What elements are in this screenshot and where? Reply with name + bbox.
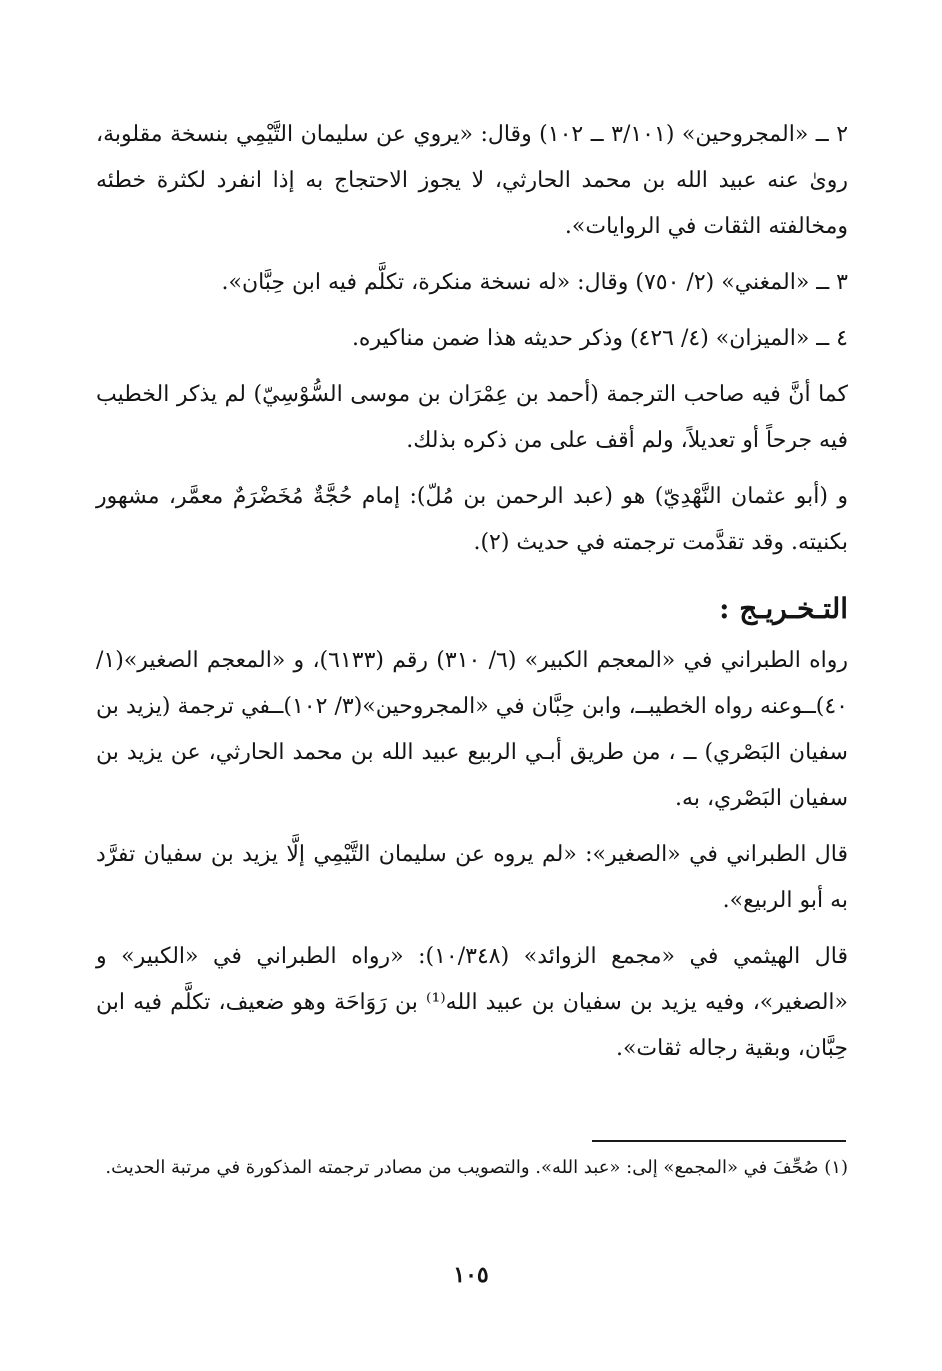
page-number: ١٠٥ [453,1262,489,1288]
section-heading-takhrij: التـخـريـج : [719,592,848,625]
footnote-1: (١) صُحِّفَ في «المجمع» إلى: «عبد الله». والتصويب من مصادر ترجمته المذكورة في مرتبة الحديث. [105,1157,848,1178]
main-text [96,112,848,1082]
paragraph-mughni: ٣ ــ «المغني» (٢/ ٧٥٠) وقال: «له نسخة منكرة، تكلَّم فيه ابن حِبَّان». [221,270,848,295]
paragraph-takhrij-sources: رواه الطبراني في «المعجم الكبير» (٦/ ٣١٠) رقم (٦١٣٣)، و «المعجم الصغير»(١/ ٤٠)ــوعنه رواه الخطيبــ، وابن حِبَّان في «المجروحين»(٣/ ١٠٢)ــفي ترجمة (يزيد بن سفيان البَصْري) ــ ، من طريق أبـي الربيع عبيد الله بن محمد الحارثي، عن يزيد بن سفيان البَصْري، به. [96,648,849,811]
paragraph-majruhin: ٢ ــ «المجروحين» (٣/١٠١ ــ ١٠٢) وقال: «يروي عن سليمان التَّيْمِي بنسخة مقلوبة، روىٰ عنه عبيد الله بن محمد الحارثي، لا يجوز الاحتجاج به إذا انفرد لكثرة خطئه ومخالفته الثقات في الروايات». [96,122,849,239]
paragraph-narrator: كما أنَّ فيه صاحب الترجمة (أحمد بن عِمْرَان بن موسى السُّوْسِيّ) لم يذكر الخطيب فيه جرحاً أو تعديلاً، ولم أقف على من ذكره بذلك. [96,382,848,453]
paragraph-mizan: ٤ ــ «الميزان» (٤/ ٤٢٦) وذكر حديثه هذا ضمن مناكيره. [351,326,848,351]
footnotes [96,1150,848,1186]
footnote-divider [592,1140,846,1142]
paragraph-haythami-quote: قال الهيثمي في «مجمع الزوائد» (١٠/٣٤٨): «رواه الطبراني في «الكبير» و «الصغير»، وفيه يزيد بن سفيان بن عبيد الله⁽¹⁾ بن رَوَاحَة وهو ضعيف، تكلَّم فيه ابن حِبَّان، وبقية رجاله ثقات». [96,944,848,1061]
paragraph-tabarani-quote: قال الطبراني في «الصغير»: «لم يروه عن سليمان التَّيْمِي إلَّا يزيد بن سفيان تفرَّد به أبو الربيع». [96,842,848,913]
paragraph-abu-uthman: و (أبو عثمان النَّهْدِيّ) هو (عبد الرحمن بن مُلّ): إمام حُجَّةٌ مُخَضْرَمٌ معمَّر، مشهور بكنيته. وقد تقدَّمت ترجمته في حديث (٢). [96,484,848,555]
